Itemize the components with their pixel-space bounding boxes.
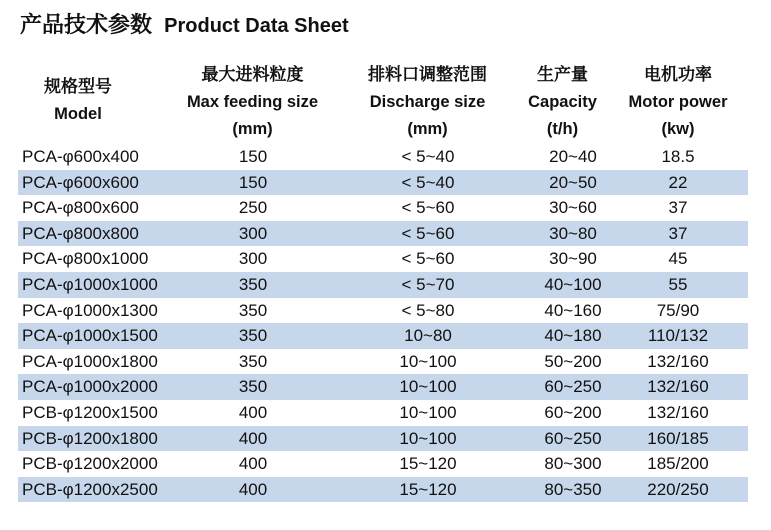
- cell-model: PCB-φ1200x1500: [22, 402, 158, 422]
- cell-feed: 350: [238, 326, 268, 346]
- table-row: [18, 400, 748, 426]
- table-row: [18, 170, 748, 196]
- cell-capacity: 80~300: [544, 454, 602, 474]
- table-row: [18, 144, 748, 170]
- cell-motor: 22: [668, 172, 688, 192]
- header-motor-unit: (kw): [661, 120, 695, 138]
- cell-feed: 400: [238, 428, 268, 448]
- cell-model: PCB-φ1200x2000: [22, 454, 158, 474]
- table-row: [18, 451, 748, 477]
- cell-model: PCB-φ1200x2500: [22, 479, 158, 499]
- data-table: [18, 144, 748, 502]
- cell-model: PCA-φ1000x1800: [22, 351, 158, 371]
- header-feed: [165, 62, 340, 143]
- table-row: [18, 272, 748, 298]
- cell-capacity: 30~60: [549, 198, 597, 218]
- table-row: [18, 349, 748, 375]
- header-capacity-unit: (t/h): [546, 120, 579, 138]
- cell-motor: 45: [668, 249, 688, 269]
- cell-capacity: 40~180: [544, 326, 602, 346]
- cell-discharge: < 5~60: [401, 223, 455, 243]
- cell-capacity: 40~160: [544, 300, 602, 320]
- cell-motor: 132/160: [647, 351, 709, 371]
- table-row: [18, 195, 748, 221]
- header-motor: [613, 62, 743, 143]
- table-row: [18, 374, 748, 400]
- cell-capacity: 60~250: [544, 428, 602, 448]
- cell-model: PCA-φ800x600: [22, 198, 139, 218]
- header-discharge-unit: (mm): [407, 120, 448, 138]
- cell-feed: 400: [238, 402, 268, 422]
- cell-motor: 160/185: [647, 428, 709, 448]
- header-discharge: [345, 62, 510, 143]
- header-capacity-en: Capacity: [528, 93, 597, 111]
- table-header: [0, 62, 771, 144]
- cell-feed: 250: [238, 198, 268, 218]
- cell-feed: 350: [238, 377, 268, 397]
- title-en: Product Data Sheet: [164, 15, 349, 37]
- cell-capacity: 30~80: [549, 223, 597, 243]
- cell-motor: 37: [668, 223, 688, 243]
- cell-discharge: 10~100: [399, 351, 457, 371]
- header-capacity-cn: 生产量: [537, 65, 588, 85]
- cell-capacity: 60~250: [544, 377, 602, 397]
- cell-capacity: 40~100: [544, 274, 602, 294]
- cell-discharge: < 5~40: [401, 172, 455, 192]
- cell-model: PCA-φ800x1000: [22, 249, 149, 269]
- cell-motor: 37: [668, 198, 688, 218]
- cell-feed: 350: [238, 351, 268, 371]
- cell-capacity: 80~350: [544, 479, 602, 499]
- header-discharge-cn: 排料口调整范围: [368, 65, 487, 85]
- cell-motor: 185/200: [647, 454, 709, 474]
- cell-motor: 55: [668, 274, 688, 294]
- header-motor-en: Motor power: [628, 93, 728, 111]
- cell-motor: 75/90: [656, 300, 700, 320]
- cell-feed: 150: [238, 172, 268, 192]
- header-motor-cn: 电机功率: [644, 65, 712, 85]
- page-title: [20, 8, 349, 39]
- cell-motor: 132/160: [647, 402, 709, 422]
- cell-model: PCA-φ1000x2000: [22, 377, 158, 397]
- cell-feed: 300: [238, 249, 268, 269]
- header-feed-unit: (mm): [232, 120, 273, 138]
- header-model: [18, 74, 138, 128]
- table-row: [18, 323, 748, 349]
- cell-discharge: 10~100: [399, 428, 457, 448]
- cell-feed: 350: [238, 274, 268, 294]
- cell-model: PCA-φ600x600: [22, 172, 139, 192]
- cell-feed: 150: [238, 147, 268, 166]
- cell-discharge: < 5~70: [401, 274, 455, 294]
- cell-discharge: 10~100: [399, 402, 457, 422]
- header-model-en: Model: [54, 105, 102, 123]
- cell-feed: 300: [238, 223, 268, 243]
- table-row: [18, 298, 748, 324]
- cell-motor: 18.5: [661, 147, 695, 166]
- cell-model: PCA-φ1000x1000: [22, 274, 158, 294]
- header-model-cn: 规格型号: [44, 77, 112, 97]
- header-capacity: [515, 62, 610, 143]
- cell-discharge: < 5~80: [401, 300, 455, 320]
- cell-discharge: < 5~40: [401, 147, 455, 166]
- cell-discharge: 15~120: [399, 479, 457, 499]
- cell-model: PCA-φ1000x1500: [22, 326, 158, 346]
- cell-discharge: 10~100: [399, 377, 457, 397]
- cell-feed: 400: [238, 454, 268, 474]
- table-row: [18, 477, 748, 503]
- header-feed-en: Max feeding size: [186, 93, 319, 111]
- cell-motor: 220/250: [647, 479, 709, 499]
- cell-capacity: 60~200: [544, 402, 602, 422]
- table-row: [18, 221, 748, 247]
- cell-capacity: 20~50: [549, 172, 597, 192]
- cell-feed: 350: [238, 300, 268, 320]
- cell-discharge: 10~80: [404, 326, 452, 346]
- header-discharge-en: Discharge size: [369, 93, 486, 111]
- cell-model: PCA-φ800x800: [22, 223, 139, 243]
- cell-capacity: 20~40: [549, 147, 597, 166]
- cell-discharge: 15~120: [399, 454, 457, 474]
- cell-motor: 110/132: [647, 326, 709, 346]
- cell-model: PCB-φ1200x1800: [22, 428, 158, 448]
- cell-model: PCA-φ1000x1300: [22, 300, 158, 320]
- cell-discharge: < 5~60: [401, 249, 455, 269]
- title-cn: 产品技术参数: [20, 13, 153, 38]
- cell-feed: 400: [238, 479, 268, 499]
- cell-discharge: < 5~60: [401, 198, 455, 218]
- table-row: [18, 246, 748, 272]
- cell-motor: 132/160: [647, 377, 709, 397]
- cell-capacity: 50~200: [544, 351, 602, 371]
- header-feed-cn: 最大进料粒度: [201, 65, 304, 85]
- cell-capacity: 30~90: [549, 249, 597, 269]
- cell-model: PCA-φ600x400: [22, 147, 139, 166]
- table-row: [18, 426, 748, 452]
